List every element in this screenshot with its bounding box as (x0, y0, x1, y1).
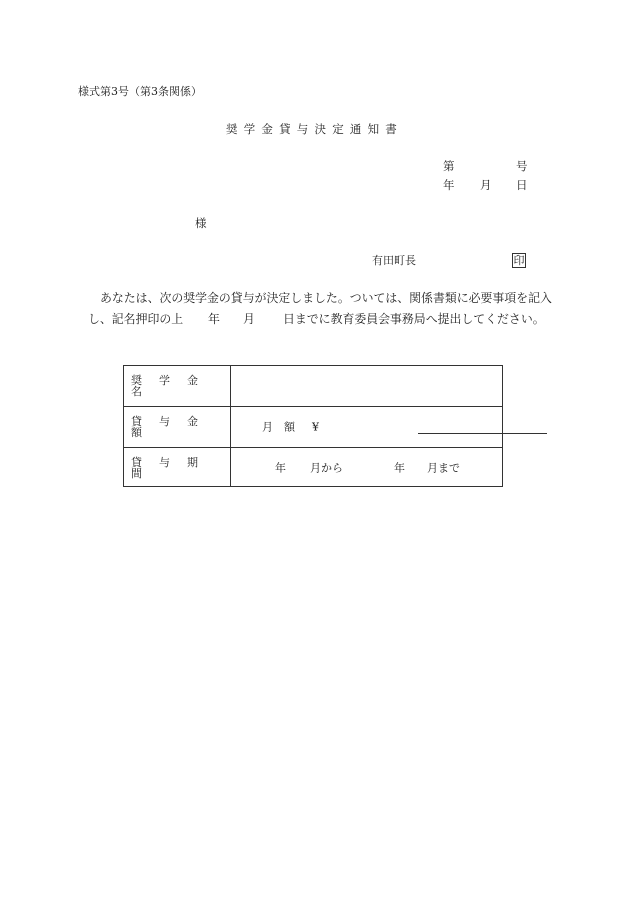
form-number: 様式第3号（第3条関係） (78, 85, 202, 98)
period-from-month: 月から (310, 461, 343, 474)
period-value-cell (231, 448, 502, 487)
amount-label: 貸与金額 (131, 415, 215, 439)
table-label-cell (124, 407, 231, 447)
body-line-2-start: し、記名押印の上 (88, 312, 184, 326)
date-day: 日 (516, 178, 528, 192)
document-title: 奨学金貸与決定通知書 (226, 122, 403, 136)
period-to-year: 年 (394, 461, 405, 474)
doc-number-suffix: 号 (516, 159, 528, 173)
body-line-1: あなたは、次の奨学金の貸与が決定しました。ついては、関係書類に必要事項を記入 (100, 291, 552, 305)
date-year: 年 (443, 178, 455, 192)
table-row-period (124, 447, 502, 487)
scholarship-name-label: 奨学金名 (131, 374, 215, 398)
table-label-cell (124, 448, 231, 487)
period-label: 貸与期間 (131, 455, 215, 480)
monthly-label: 月額 (262, 420, 306, 434)
amount-value-cell (231, 407, 502, 447)
scholarship-name-value (231, 366, 502, 406)
seal-stamp: 印 (513, 254, 525, 267)
period-to-month: 月まで (427, 461, 460, 474)
table-row-scholarship-name (124, 366, 502, 406)
currency-symbol: ¥ (312, 420, 319, 434)
scholarship-info-table (123, 365, 503, 487)
body-line-2-end: 日までに教育委員会事務局へ提出してください。 (283, 312, 545, 326)
date-month: 月 (480, 178, 492, 192)
doc-number-prefix: 第 (443, 159, 455, 173)
body-line-2-month: 月 (243, 312, 255, 326)
recipient-suffix: 様 (195, 216, 207, 230)
body-line-2-year: 年 (208, 312, 220, 326)
issuer-name: 有田町長 (372, 254, 416, 267)
table-label-cell (124, 366, 231, 406)
table-row-amount (124, 406, 502, 447)
period-from-year: 年 (275, 461, 286, 474)
amount-underline (418, 433, 547, 434)
